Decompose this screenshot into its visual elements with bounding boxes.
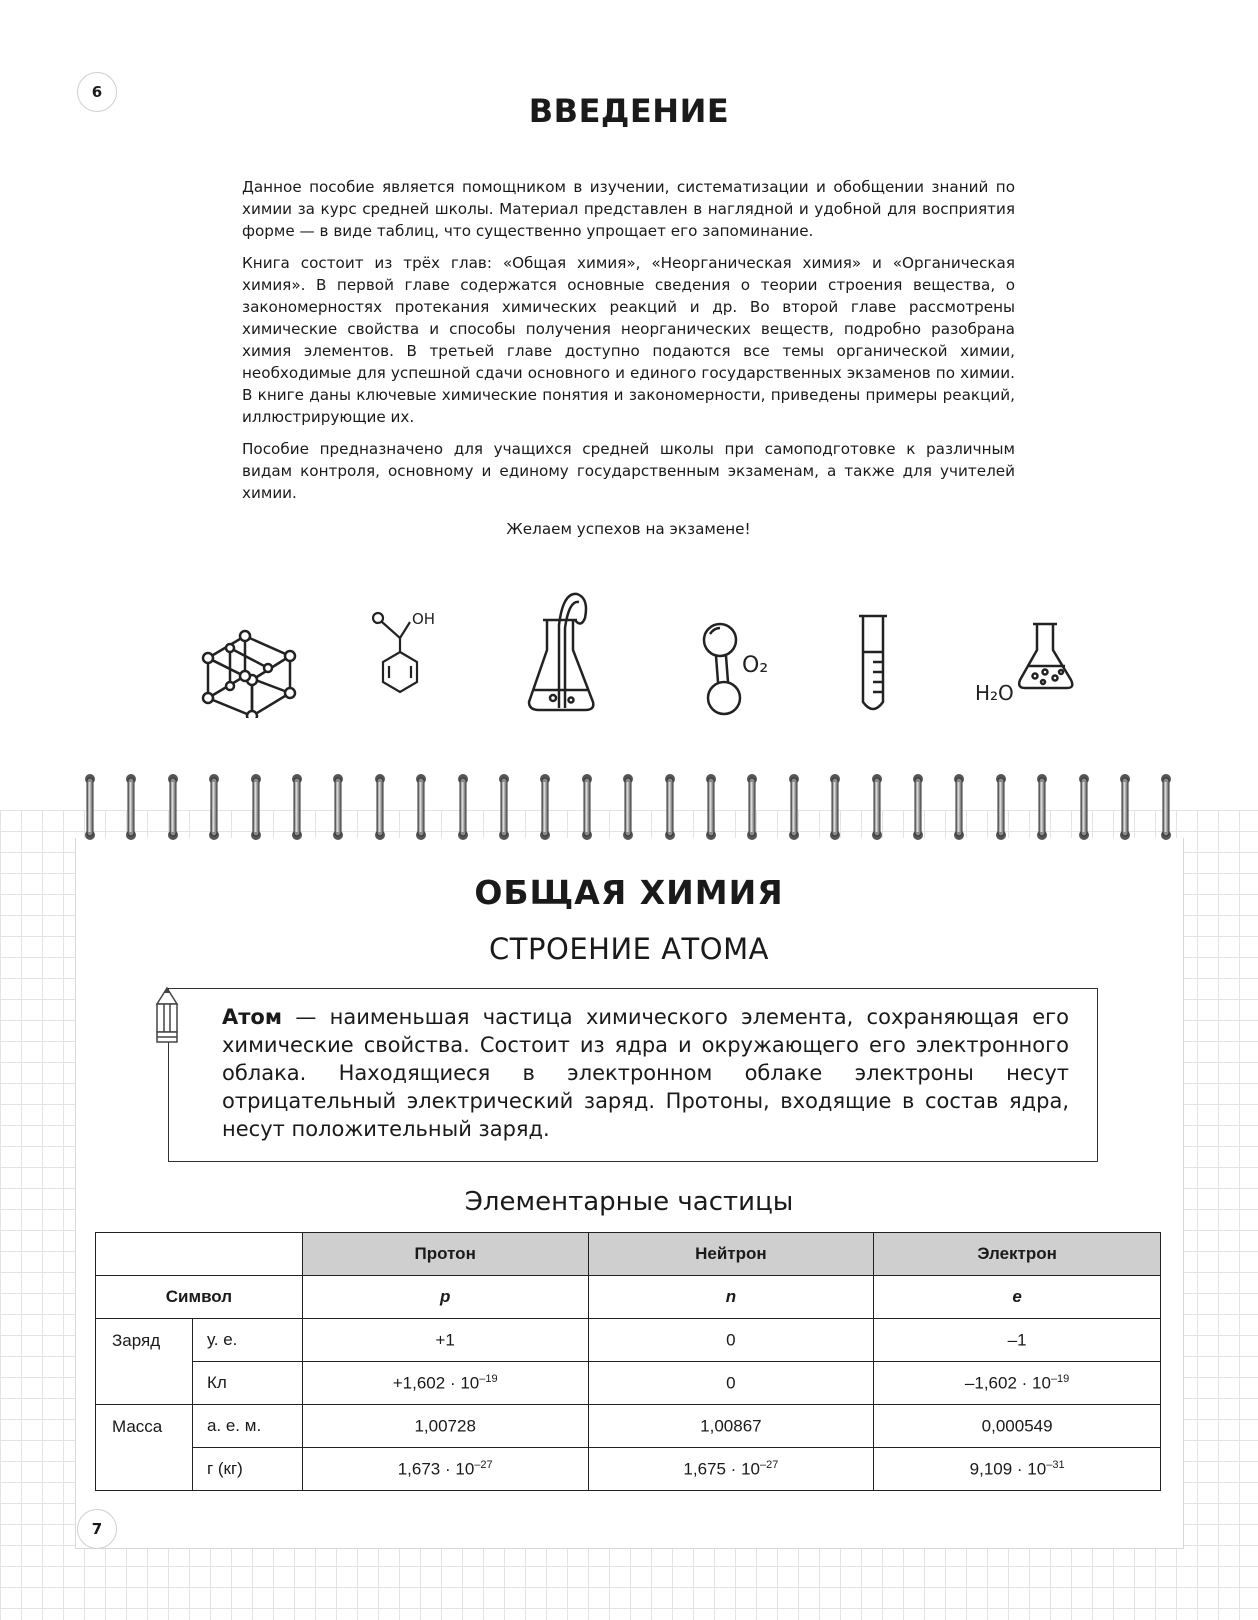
value-cell: 0 bbox=[588, 1362, 874, 1405]
intro-paragraph: Книга состоит из трёх глав: «Общая химия», «Неорганическая химия» и «Органическая химия». В первой главе содержатся основные сведения о теории строения вещества, о закономерностях протекания химических реакций и др. Во второй главе рассмотрены химические свойства и способы получения неорганических веществ, подробно разобрана химия элементов. В третьей главе доступно подаются все темы органической химии, необходимые для успешной сдачи основного и единого государственных экзаменов по химии. В книге даны ключевые химические понятия и закономерности, приведены примеры реакций, иллюстрирующие их. bbox=[242, 254, 1015, 426]
elementary-particles-table bbox=[95, 1232, 1161, 1491]
crystal-lattice-icon bbox=[200, 628, 300, 718]
test-tube-icon bbox=[855, 612, 891, 717]
flask-with-tube-icon bbox=[525, 590, 600, 715]
definition-term: Атом bbox=[222, 1005, 283, 1029]
table-row bbox=[96, 1405, 1161, 1448]
page-number-top: 6 bbox=[77, 72, 117, 112]
binding-ring bbox=[1077, 772, 1091, 842]
intro-paragraph: Пособие предназначено для учащихся средней школы при самоподготовке к различным видам контроля, основному и единому государственным экзаменам, а также для учителей химии. bbox=[242, 440, 1015, 502]
binding-ring bbox=[207, 772, 221, 842]
table-header-row bbox=[96, 1233, 1161, 1276]
value-cell: 1,00867 bbox=[588, 1405, 874, 1448]
unit-cell: у. е. bbox=[192, 1319, 302, 1362]
value-cell: 1,00728 bbox=[302, 1405, 588, 1448]
table-row bbox=[96, 1276, 1161, 1319]
binding-ring bbox=[166, 772, 180, 842]
value-cell: 0 bbox=[588, 1319, 874, 1362]
header-electron: Электрон bbox=[874, 1233, 1161, 1276]
table-row bbox=[96, 1319, 1161, 1362]
binding-ring bbox=[331, 772, 345, 842]
binding-ring bbox=[1118, 772, 1132, 842]
oxygen-molecule-icon bbox=[700, 620, 780, 720]
symbol-cell: n bbox=[588, 1276, 874, 1319]
binding-ring bbox=[124, 772, 138, 842]
table-row bbox=[96, 1362, 1161, 1405]
binding-ring bbox=[497, 772, 511, 842]
intro-paragraph: Данное пособие является помощником в изучении, систематизации и обобщении знаний по химии за курс средней школы. Материал представлен в наглядной и удобной для восприятия форме — в виде таблиц, что существенно упрощает его запоминание. bbox=[242, 178, 1015, 240]
section-title: ОБЩАЯ ХИМИЯ bbox=[474, 873, 784, 912]
binding-ring bbox=[704, 772, 718, 842]
binding-ring bbox=[621, 772, 635, 842]
binding-ring bbox=[1159, 772, 1173, 842]
value-cell: +1 bbox=[302, 1319, 588, 1362]
binding-ring bbox=[249, 772, 263, 842]
binding-ring bbox=[870, 772, 884, 842]
value-cell: $1,673 \cdot 10^{-27}$ bbox=[302, 1448, 588, 1491]
binding-ring bbox=[414, 772, 428, 842]
water-flask-icon bbox=[975, 620, 1080, 710]
definition-body: — наименьшая частица химического элемента, сохраняющая его химические свойства. Состоит из ядра и окружающего его электронного облака. Находящиеся в электронном облаке электроны несут отрицательный электрический заряд. Протоны, входящие в состав ядра, несут положительный заряд. bbox=[222, 1005, 1069, 1141]
oxygen-label: O₂ bbox=[742, 653, 769, 678]
symbol-cell: p bbox=[302, 1276, 588, 1319]
water-label: H₂O bbox=[975, 681, 1014, 705]
binding-ring bbox=[745, 772, 759, 842]
binding-ring bbox=[1035, 772, 1049, 842]
definition-box bbox=[168, 988, 1098, 1162]
pencil-icon bbox=[152, 986, 182, 1048]
section-subtitle: СТРОЕНИЕ АТОМА bbox=[489, 932, 769, 966]
binding-ring bbox=[290, 772, 304, 842]
value-cell: $1,675 \cdot 10^{-27}$ bbox=[588, 1448, 874, 1491]
spiral-binding bbox=[75, 772, 1185, 842]
header-proton: Протон bbox=[302, 1233, 588, 1276]
binding-ring bbox=[83, 772, 97, 842]
table-row bbox=[96, 1448, 1161, 1491]
unit-cell: Кл bbox=[192, 1362, 302, 1405]
unit-cell: г (кг) bbox=[192, 1448, 302, 1491]
mass-label: Масса bbox=[96, 1405, 193, 1491]
page-number-bottom: 7 bbox=[77, 1509, 117, 1549]
table-corner-cell bbox=[96, 1233, 303, 1276]
value-cell: –1 bbox=[874, 1319, 1161, 1362]
binding-ring bbox=[952, 772, 966, 842]
value-cell: $+1,602 \cdot 10^{-19}$ bbox=[302, 1362, 588, 1405]
intro-body bbox=[242, 176, 1015, 550]
binding-ring bbox=[994, 772, 1008, 842]
binding-ring bbox=[787, 772, 801, 842]
definition-text bbox=[222, 1003, 1069, 1143]
symbol-cell: e bbox=[874, 1276, 1161, 1319]
binding-ring bbox=[663, 772, 677, 842]
table-title: Элементарные частицы bbox=[464, 1187, 794, 1217]
binding-ring bbox=[373, 772, 387, 842]
unit-cell: а. е. м. bbox=[192, 1405, 302, 1448]
chemistry-illustrations bbox=[0, 590, 1258, 740]
binding-ring bbox=[828, 772, 842, 842]
binding-ring bbox=[580, 772, 594, 842]
benzoic-acid-icon bbox=[372, 608, 452, 698]
header-neutron: Нейтрон bbox=[588, 1233, 874, 1276]
binding-ring bbox=[456, 772, 470, 842]
charge-label: Заряд bbox=[96, 1319, 193, 1405]
binding-ring bbox=[538, 772, 552, 842]
intro-title: ВВЕДЕНИЕ bbox=[528, 92, 730, 130]
value-cell: $-1,602 \cdot 10^{-19}$ bbox=[874, 1362, 1161, 1405]
intro-wish: Желаем успехов на экзамене! bbox=[506, 520, 751, 538]
binding-ring bbox=[911, 772, 925, 842]
carboxyl-label: OH bbox=[412, 610, 436, 628]
value-cell: $9,109 \cdot 10^{-31}$ bbox=[874, 1448, 1161, 1491]
symbol-label: Символ bbox=[96, 1276, 303, 1319]
value-cell: 0,000549 bbox=[874, 1405, 1161, 1448]
